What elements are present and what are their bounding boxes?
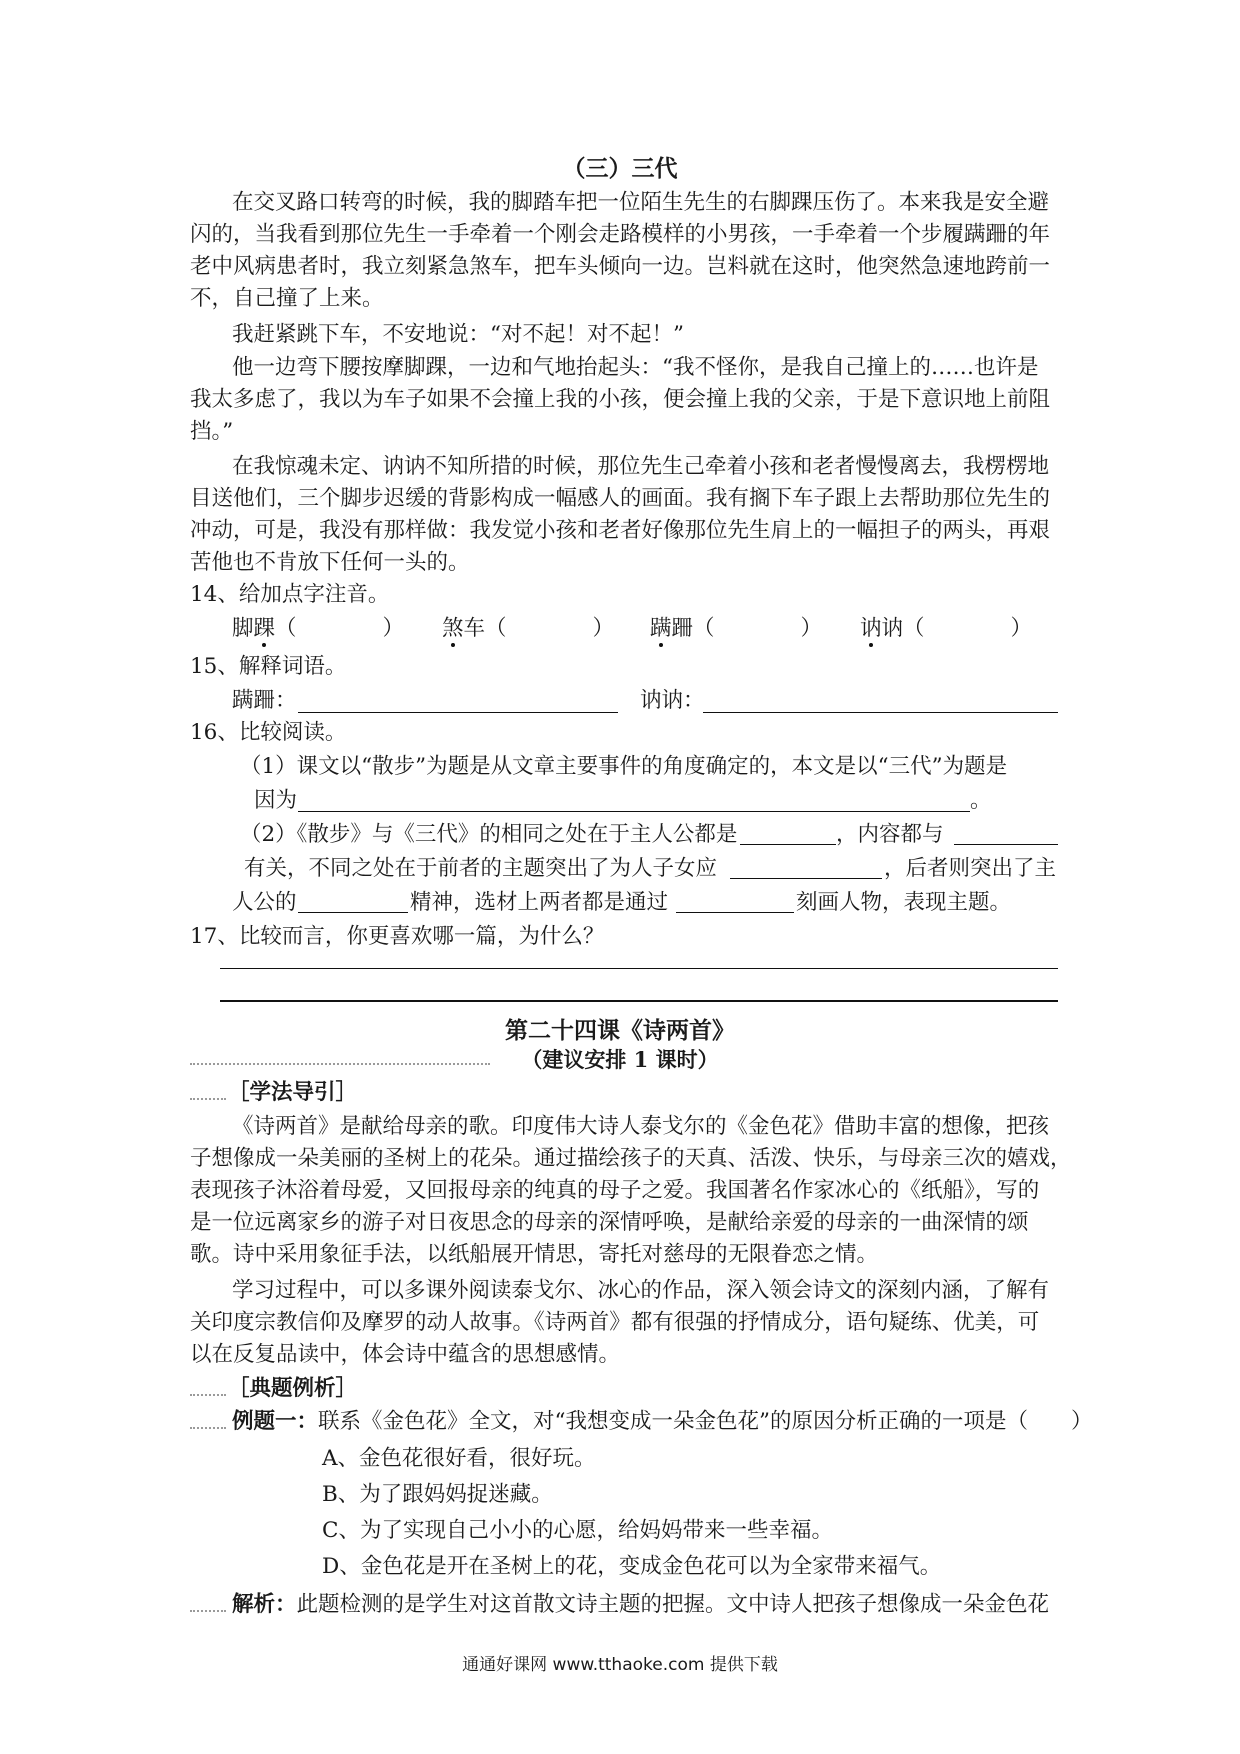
pinyin-item: 脚踝（ ） [232, 616, 405, 641]
story-line: 苦他也不肯放下任何一头的。 [190, 550, 470, 575]
example-question [232, 1405, 1093, 1439]
option-d: D、金色花是开在圣树上的花，变成金色花可以为全家带来福气。 [322, 1554, 942, 1579]
guide-line: 歌。诗中采用象征手法，以纸船展开情思，寄托对慈母的无限眷恋之情。 [190, 1242, 879, 1267]
dotted-char: 踝 [253, 616, 276, 641]
question-text: （2）《散步》与《三代》的相同之处在于主人公都是 [240, 822, 738, 847]
guide-line: 表现孩子沐浴着母爱，又回报母亲的纯真的母子之爱。我国著名作家冰心的《纸船》，写的 [190, 1178, 1040, 1203]
story-line: 我太多虑了，我以为车子如果不会撞上我的小孩，便会撞上我的父亲，于是下意识地上前阻 [190, 387, 1051, 412]
analysis-text: 此题检测的是学生对这首散文诗主题的把握。文中诗人把孩子想像成一朵金色花 [296, 1592, 1050, 1617]
story-line: 在我惊魂未定、讷讷不知所措的时候，那位先生己牵着小孩和老者慢慢离去，我楞楞地 [232, 454, 1050, 479]
question-text: 人公的 [232, 890, 297, 915]
dotted-leader [190, 1394, 226, 1396]
answer-blank[interactable] [730, 878, 882, 879]
option-c: C、为了实现自己小小的心愿，给妈妈带来一些幸福。 [322, 1518, 833, 1543]
answer-blank[interactable] [954, 844, 1058, 845]
question-text: 有关，不同之处在于前者的主题突出了为人子女应 [244, 856, 718, 881]
dotted-char: 讷 [860, 616, 882, 641]
pinyin-item: 煞车（ ） [442, 616, 615, 641]
lesson-subtitle: （建议安排 1 课时） [521, 1047, 719, 1072]
guide-line: 是一位远离家乡的游子对日夜思念的母亲的深情呼唤，是献给亲爱的母亲的一曲深情的颂 [190, 1210, 1029, 1235]
dotted-leader [190, 1610, 226, 1612]
answer-blank[interactable] [740, 844, 836, 845]
question-text: 精神，选材上两者都是通过 [410, 890, 669, 915]
story-line: 老中风病患者时，我立刻紧急煞车，把车头倾向一边。岂料就在这时，他突然急速地跨前一 [190, 254, 1051, 279]
story-line: 目送他们，三个脚步迟缓的背影构成一幅感人的画面。我有搁下车子跟上去帮助那位先生的 [190, 486, 1051, 511]
term-label: 讷讷： [640, 688, 705, 713]
answer-blank[interactable] [220, 968, 1058, 969]
option-a: A、金色花很好看，很好玩。 [322, 1446, 596, 1471]
question-text: （1）课文以“散步”为题是从文章主要事件的角度确定的，本文是以“三代”为题是 [240, 754, 1008, 779]
story-line: 挡。” [190, 419, 234, 444]
question-text: 因为 [254, 788, 298, 813]
question-14-label: 14、给加点字注音。 [190, 582, 390, 607]
story-line: 在交叉路口转弯的时候，我的脚踏车把一位陌生先生的右脚踝压伤了。本来我是安全避 [232, 190, 1050, 215]
story-line: 他一边弯下腰按摩脚踝，一边和气地抬起头：“我不怪你，是我自己撞上的……也许是 [232, 355, 1039, 380]
example-label: 例题一： [232, 1409, 319, 1434]
guide-line: 学习过程中，可以多课外阅读泰戈尔、冰心的作品，深入领会诗文的深刻内涵，了解有 [232, 1278, 1050, 1303]
story-line: 闪的，当我看到那位先生一手牵着一个刚会走路模样的小男孩，一手牵着一个步履蹒跚的年 [190, 222, 1051, 247]
dotted-char: 煞 [442, 616, 464, 641]
answer-blank[interactable] [703, 712, 1058, 713]
guide-line: 以在反复品读中，体会诗中蕴含的思想感情。 [190, 1342, 621, 1367]
story-line: 我赶紧跳下车，不安地说：“对不起！对不起！” [232, 322, 684, 347]
answer-blank[interactable] [298, 712, 618, 713]
page-footer: 通通好课网 www.tthaoke.com 提供下载 [462, 1655, 778, 1675]
guide-heading: ［学法导引］ [228, 1080, 358, 1105]
story-line: 冲动，可是，我没有那样做：我发觉小孩和老者好像那位先生肩上的一幅担子的两头，再艰 [190, 518, 1051, 543]
lesson-title: 第二十四课《诗两首》 [505, 1017, 735, 1044]
term-label: 蹒跚： [232, 688, 297, 713]
analysis [232, 1588, 1049, 1622]
section-title: （三）三代 [562, 155, 678, 182]
example-heading: ［典题例析］ [228, 1376, 358, 1401]
guide-line: 《诗两首》是献给母亲的歌。印度伟大诗人泰戈尔的《金色花》借助丰富的想像，把孩 [232, 1114, 1050, 1139]
story-line: 不，自己撞了上来。 [190, 286, 384, 311]
guide-line: 子想像成一朵美丽的圣树上的花朵。通过描绘孩子的天真、活泼、快乐，与母亲三次的嬉戏， [190, 1146, 1072, 1171]
pinyin-item: 蹒跚（ ） [650, 616, 823, 641]
question-16-label: 16、比较阅读。 [190, 720, 347, 745]
pinyin-item: 讷讷（ ） [860, 616, 1033, 641]
guide-line: 关印度宗教信仰及摩罗的动人故事。《诗两首》都有很强的抒情成分，语句疑练、优美，可 [190, 1310, 1040, 1335]
answer-blank[interactable] [298, 811, 970, 812]
option-b: B、为了跟妈妈捉迷藏。 [322, 1482, 553, 1507]
question-text: ，后者则突出了主 [884, 856, 1057, 881]
answer-blank[interactable] [676, 912, 794, 913]
question-15-label: 15、解释词语。 [190, 654, 347, 679]
question-text: 。 [970, 788, 992, 813]
question-text: ，内容都与 [836, 822, 944, 847]
dotted-leader [190, 1098, 226, 1100]
answer-blank[interactable] [298, 912, 408, 913]
question-text: 刻画人物，表现主题。 [796, 890, 1012, 915]
question-17-label: 17、比较而言，你更喜欢哪一篇，为什么？ [190, 924, 605, 949]
section-divider [220, 1000, 1058, 1002]
analysis-label: 解析： [232, 1592, 297, 1617]
dotted-leader [190, 1427, 226, 1429]
example-text: 联系《金色花》全文，对“我想变成一朵金色花”的原因分析正确的一项是（ ） [318, 1409, 1093, 1434]
dotted-char: 蹒 [650, 616, 672, 641]
